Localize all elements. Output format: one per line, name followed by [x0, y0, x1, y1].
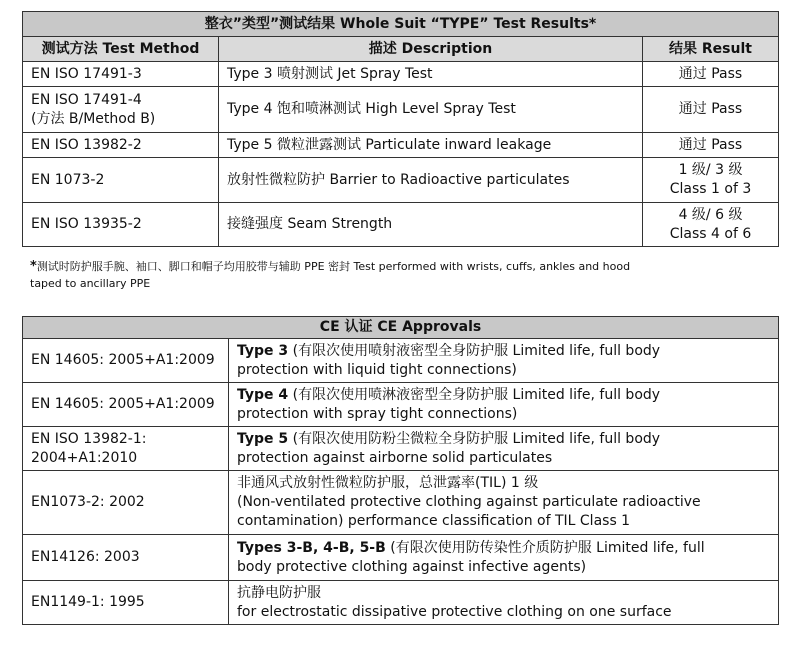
result-line2: Class 1 of 3	[669, 181, 752, 197]
type-label: Types 3-B, 4-B, 5-B	[237, 539, 386, 556]
table-row	[23, 133, 779, 158]
test-results-table	[22, 11, 779, 247]
result-cell: 通过 Pass	[643, 62, 779, 87]
method-line2: (方法 B/Method B)	[31, 110, 156, 127]
header-description: 描述 Description	[219, 37, 643, 62]
table-row	[23, 581, 779, 625]
result-line2: Class 4 of 6	[669, 225, 752, 242]
method-cell: EN ISO 13982-2	[23, 133, 219, 158]
footnote-line2: taped to ancillary PPE	[30, 277, 151, 290]
method-line1: EN ISO 17491-4	[31, 91, 142, 108]
table-row	[23, 87, 779, 133]
result-cell	[643, 158, 779, 203]
standard-cell: EN 14605: 2005+A1:2009	[23, 339, 229, 383]
approvals-title: CE 认证 CE Approvals	[23, 317, 779, 339]
footnote-star: *	[30, 259, 37, 274]
table-row	[23, 471, 779, 535]
standard-cell: EN 14605: 2005+A1:2009	[23, 383, 229, 427]
table-row	[23, 427, 779, 471]
table-row	[23, 339, 779, 383]
result-line1: 1 级/ 3 级	[678, 162, 743, 178]
footnote	[30, 258, 750, 292]
results-title: 整衣”类型”测试结果 Whole Suit “TYPE” Test Results*	[23, 12, 779, 37]
description-cell: Type 4 饱和喷淋测试 High Level Spray Test	[219, 87, 643, 133]
standard-cell: EN ISO 13982-1: 2004+A1:2010	[23, 427, 229, 471]
approval-description: 非通风式放射性微粒防护服，总泄露率(TIL) 1 级 (Non-ventilated protective clothing against particulate radioactive contamination) performance classification of TIL Class 1	[229, 471, 779, 535]
approval-description: Type 5 (有限次使用防粉尘微粒全身防护服 Limited life, full body protection against airborne solid particulates	[229, 427, 779, 471]
approval-description: Type 3 (有限次使用喷射液密型全身防护服 Limited life, full body protection with liquid tight connections)	[229, 339, 779, 383]
approval-description: Type 4 (有限次使用喷淋液密型全身防护服 Limited life, full body protection with spray tight connections)	[229, 383, 779, 427]
method-cell: EN ISO 17491-3	[23, 62, 219, 87]
description-cell: Type 3 喷射测试 Jet Spray Test	[219, 62, 643, 87]
approval-description: 抗静电防护服 for electrostatic dissipative protective clothing on one surface	[229, 581, 779, 625]
type-label: Type 4	[237, 386, 289, 403]
type-label: Type 5	[237, 430, 289, 447]
description-cell: 接缝强度 Seam Strength	[219, 203, 643, 247]
method-cell	[23, 87, 219, 133]
approval-description: Types 3-B, 4-B, 5-B (有限次使用防传染性介质防护服 Limited life, full body protective clothing against infective agents)	[229, 535, 779, 581]
table-row	[23, 535, 779, 581]
result-cell: 通过 Pass	[643, 133, 779, 158]
table-row	[23, 62, 779, 87]
header-result: 结果 Result	[643, 37, 779, 62]
table-row	[23, 383, 779, 427]
method-cell: EN ISO 13935-2	[23, 203, 219, 247]
table-row	[23, 203, 779, 247]
method-cell: EN 1073-2	[23, 158, 219, 203]
ce-approvals-table	[22, 316, 779, 625]
description-cell: 放射性微粒防护 Barrier to Radioactive particulates	[219, 158, 643, 203]
footnote-line1: 测试时防护服手腕、袖口、脚口和帽子均用胶带与辅助 PPE 密封 Test performed with wrists, cuffs, ankles and hood	[36, 260, 631, 273]
result-cell: 通过 Pass	[643, 87, 779, 133]
standard-cell: EN1149-1: 1995	[23, 581, 229, 625]
standard-cell: EN14126: 2003	[23, 535, 229, 581]
standard-cell: EN1073-2: 2002	[23, 471, 229, 535]
description-cell: Type 5 微粒泄露测试 Particulate inward leakage	[219, 133, 643, 158]
type-label: Type 3	[237, 342, 289, 359]
result-cell	[643, 203, 779, 247]
header-method: 测试方法 Test Method	[23, 37, 219, 62]
result-line1: 4 级/ 6 级	[678, 206, 743, 223]
table-row	[23, 158, 779, 203]
